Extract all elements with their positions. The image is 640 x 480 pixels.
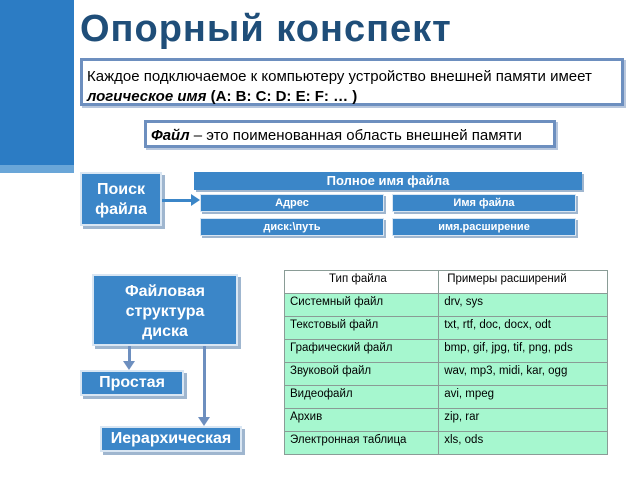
intro-box (80, 58, 624, 106)
table-row (285, 386, 608, 409)
header-extensions: Примеры расширений (439, 271, 608, 294)
side-accent-strip (0, 165, 74, 173)
arrow-to-simple (128, 346, 131, 362)
full-name-filename: Имя файла (392, 194, 576, 212)
fs-label-1: Файловая (125, 283, 205, 300)
table-row (285, 363, 608, 386)
file-type-cell: Архив (285, 409, 439, 432)
extensions-cell: wav, mp3, midi, kar, ogg (439, 363, 608, 386)
file-type-cell: Графический файл (285, 340, 439, 363)
full-name-disk-path: диск:\путь (200, 218, 384, 236)
extensions-cell: xls, ods (439, 432, 608, 455)
extensions-cell: txt, rtf, doc, docx, odt (439, 317, 608, 340)
table-row (285, 340, 608, 363)
side-accent-bar (0, 0, 74, 165)
extensions-cell: drv, sys (439, 294, 608, 317)
header-file-type: Тип файла (285, 271, 439, 294)
simple-structure-block: Простая (80, 370, 184, 396)
fs-label-3: диска (142, 323, 188, 340)
search-label-2: файла (95, 201, 147, 218)
arrow-to-hierarchical (203, 346, 206, 418)
full-name-name-ext: имя.расширение (392, 218, 576, 236)
file-type-cell: Системный файл (285, 294, 439, 317)
file-type-cell: Текстовый файл (285, 317, 439, 340)
intro-emph: логическое имя (87, 88, 207, 105)
definition-term: Файл (151, 127, 190, 144)
extensions-cell: zip, rar (439, 409, 608, 432)
search-file-block (80, 172, 162, 226)
fs-label-2: структура (125, 303, 205, 320)
table-row (285, 294, 608, 317)
full-name-header: Полное имя файла (194, 172, 582, 190)
search-label-1: Поиск (96, 181, 145, 198)
definition-text: – это поименованная область внешней памяти (189, 127, 522, 144)
table-row (285, 432, 608, 455)
file-structure-block (92, 274, 238, 346)
file-type-cell: Электронная таблица (285, 432, 439, 455)
table-row (285, 317, 608, 340)
file-type-cell: Видеофайл (285, 386, 439, 409)
file-type-cell: Звуковой файл (285, 363, 439, 386)
table-row (285, 409, 608, 432)
intro-drives: (А: В: С: D: Е: F: … ) (206, 88, 358, 105)
extensions-cell: avi, mpeg (439, 386, 608, 409)
search-arrow (162, 199, 192, 202)
extensions-cell: bmp, gif, jpg, tif, png, pds (439, 340, 608, 363)
file-types-table (284, 270, 608, 455)
page-title: Опорный конспект (80, 8, 452, 50)
intro-text: Каждое подключаемое к компьютеру устройство внешней памяти имеет (87, 68, 592, 85)
definition-box (144, 120, 556, 148)
hierarchical-structure-block: Иерархическая (100, 426, 242, 452)
full-name-address: Адрес (200, 194, 384, 212)
